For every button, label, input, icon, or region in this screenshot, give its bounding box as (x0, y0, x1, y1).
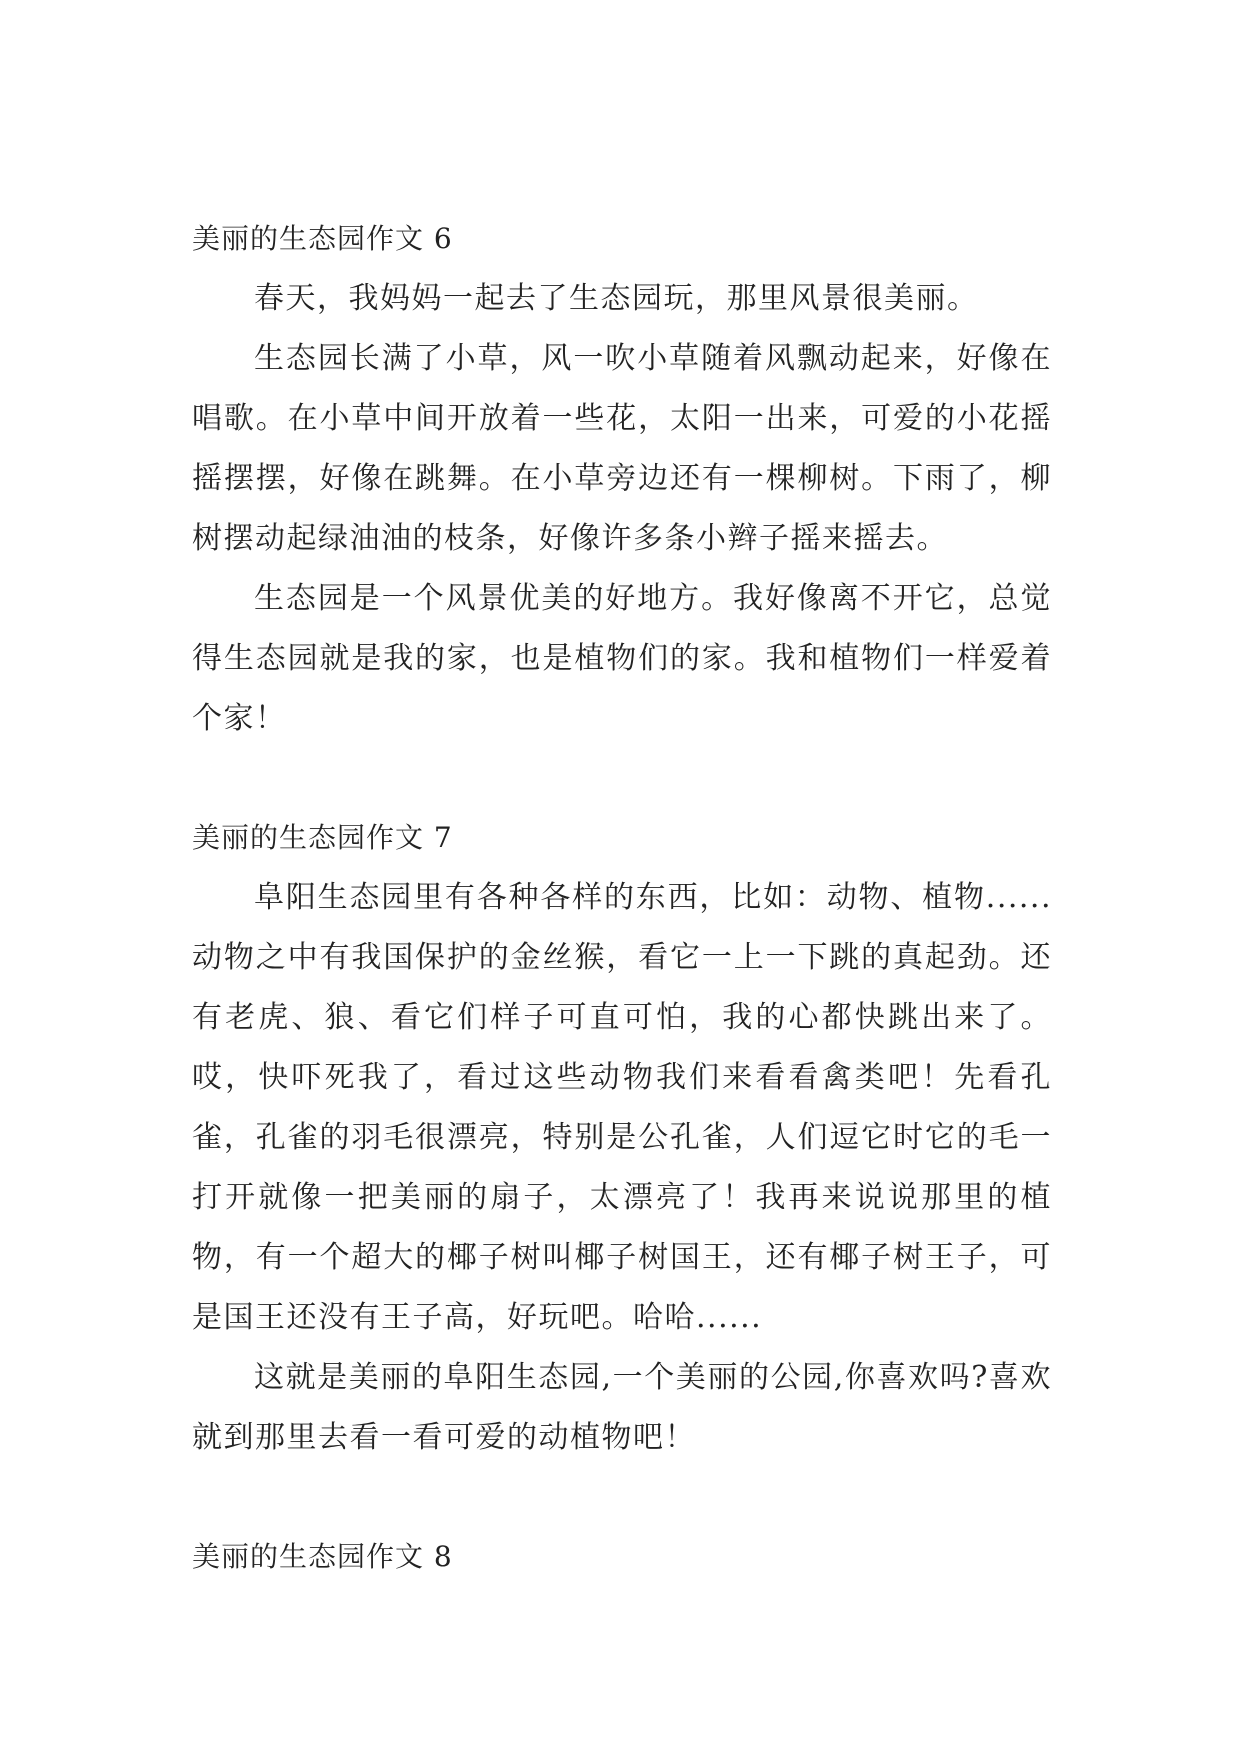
section-heading: 美丽的生态园作文 7 (192, 821, 453, 854)
essay-section-7 (192, 808, 1052, 1468)
section-heading: 美丽的生态园作文 8 (192, 1540, 453, 1573)
essay-section-8 (192, 1527, 1052, 1587)
paragraph: 春天，我妈妈一起去了生态园玩，那里风景很美丽。 (254, 281, 979, 316)
paragraph: 这就是美丽的阜阳生态园,一个美丽的公园,你喜欢吗?喜欢就到那里去看一看可爱的动植物吧！ (192, 1360, 1052, 1455)
paragraph: 阜阳生态园里有各种各样的东西，比如：动物、植物......动物之中有我国保护的金丝猴，看它一上一下跳的真起劲。还有老虎、狼、看它们样子可直可怕，我的心都快跳出来了。哎，快吓死我了，看过这些动物我们来看看禽类吧！先看孔雀，孔雀的羽毛很漂亮，特别是公孔雀，人们逗它时它的毛一打开就像一把美丽的扇子，太漂亮了！我再来说说那里的植物，有一个超大的椰子树叫椰子树国王，还有椰子树王子，可是国王还没有王子高，好玩吧。哈哈...... (192, 880, 1052, 1335)
paragraph: 生态园是一个风景优美的好地方。我好像离不开它，总觉得生态园就是我的家，也是植物们的家。我和植物们一样爱着个家！ (192, 581, 1052, 736)
document-body (192, 209, 1052, 1587)
section-heading: 美丽的生态园作文 6 (192, 222, 453, 255)
essay-section-6 (192, 209, 1052, 749)
paragraph: 生态园长满了小草，风一吹小草随着风飘动起来，好像在唱歌。在小草中间开放着一些花，太阳一出来，可爱的小花摇摇摆摆，好像在跳舞。在小草旁边还有一棵柳树。下雨了，柳树摆动起绿油油的枝条，好像许多条小辫子摇来摇去。 (192, 341, 1052, 556)
